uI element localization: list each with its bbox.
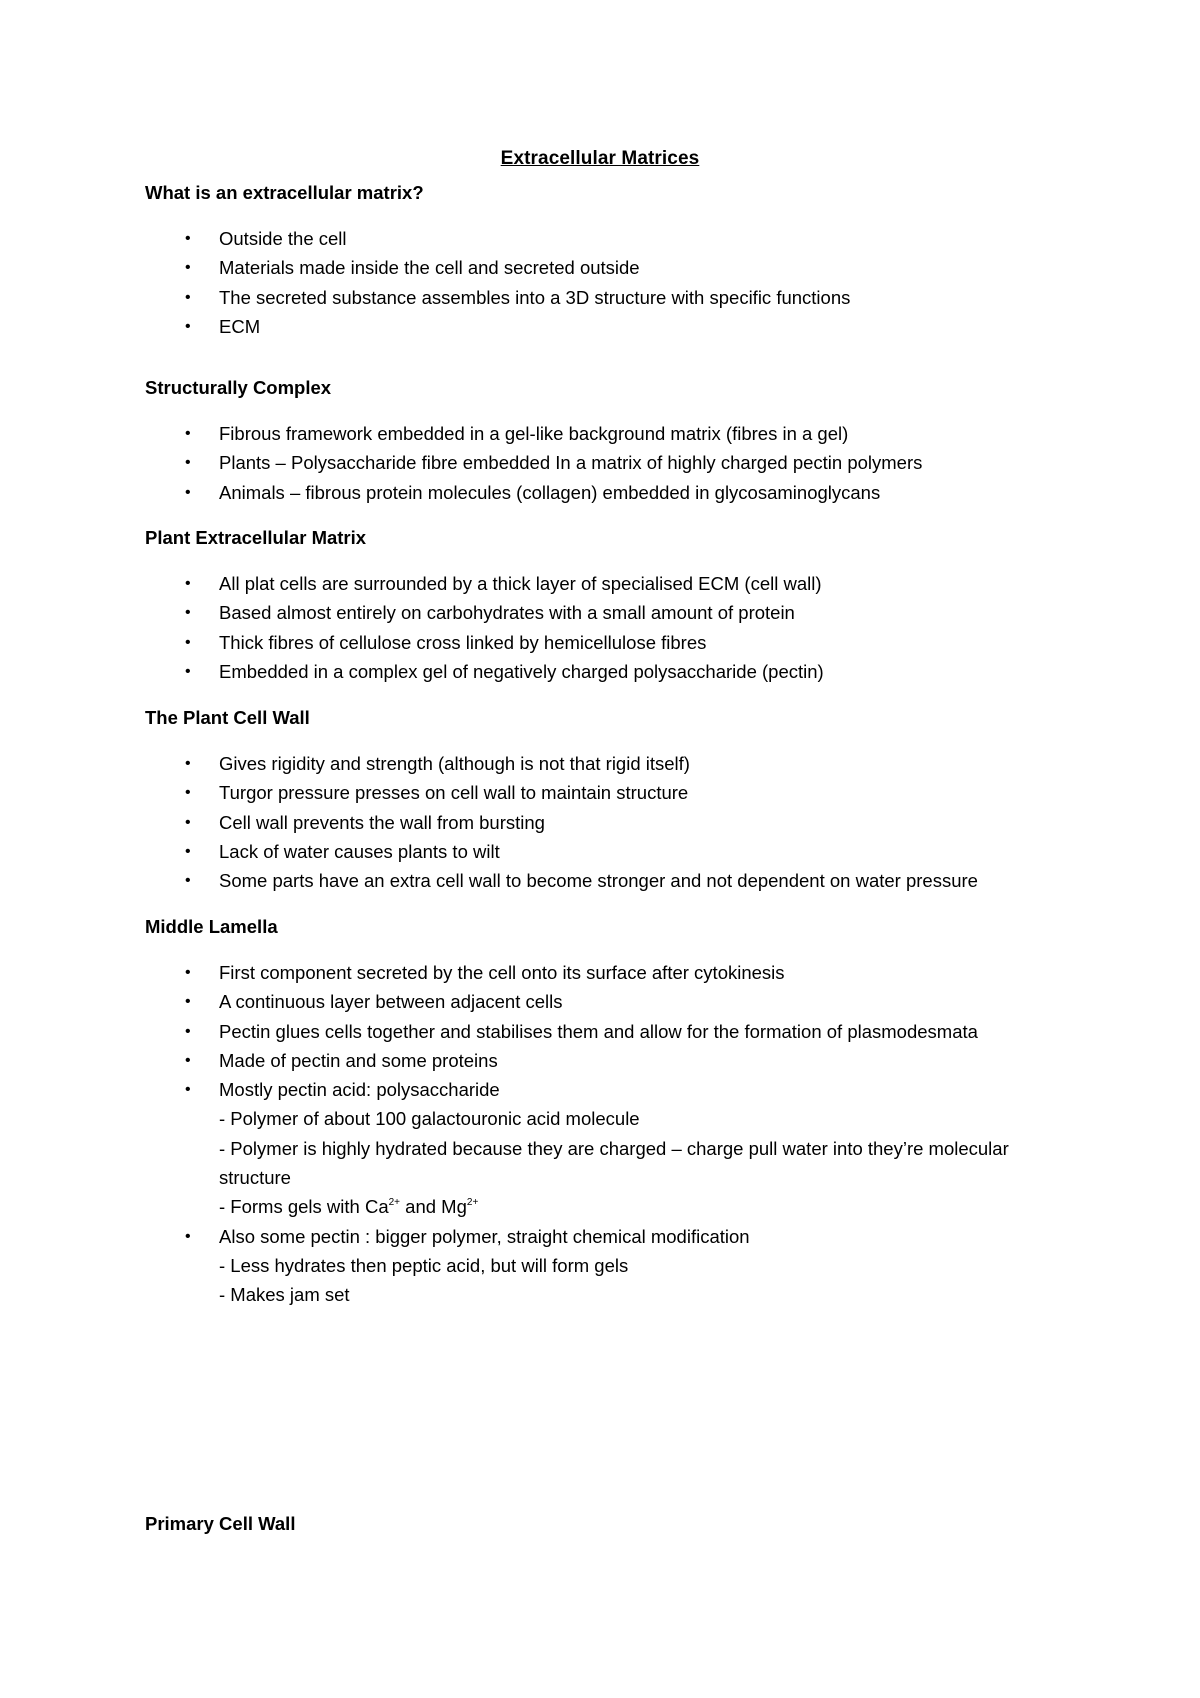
list-item [145,312,1085,341]
section-heading: Plant Extracellular Matrix [145,527,367,548]
bullet-list [145,749,1085,895]
list-item-text: The secreted substance assembles into a 3D structure with specific functions [219,286,851,308]
list-item-text: All plat cells are surrounded by a thick layer of specialised ECM (cell wall) [219,573,822,594]
bullet-icon: • [185,755,191,772]
list-item-text: Based almost entirely on carbohydrates with a small amount of protein [219,602,795,624]
sub-item: - Polymer is highly hydrated because they are charged – charge pull water into they’re molecular structure [219,1137,1009,1189]
section-plant-cell-wall [145,703,1085,895]
list-item-text: Some parts have an extra cell wall to become stronger and not dependent on water pressure [219,870,978,892]
bullet-icon: • [185,317,191,335]
list-item [145,448,1085,477]
list-item-text: ECM [219,315,261,337]
list-item [145,569,1085,598]
mg-charge: 2+ [466,1197,479,1209]
list-item [145,224,1085,253]
list-item [145,478,1085,507]
sub-item: - Less hydrates then peptic acid, but will form gels [219,1254,629,1276]
list-item-text: Fibrous framework embedded in a gel-like background matrix (fibres in a gel) [219,423,849,444]
sub-item-text: - Forms gels with Ca [219,1196,389,1218]
list-item-text: Thick fibres of cellulose cross linked by hemicellulose fibres [219,631,707,653]
list-item-text: Animals – fibrous protein molecules (collagen) embedded in glycosaminoglycans [219,481,881,503]
section-heading: What is an extracellular matrix? [145,182,424,203]
list-item [145,1075,1085,1221]
bullet-icon: • [185,1081,191,1099]
bullet-icon: • [185,483,191,501]
list-item-text: Pectin glues cells together and stabilises them and allow for the formation of plasmodesmata [219,1020,978,1042]
bullet-icon: • [185,454,191,472]
sub-item: - Polymer of about 100 galactouronic acid molecule [219,1108,640,1130]
bullet-icon: • [185,813,191,831]
list-item [145,958,1085,987]
list-item-text: Also some pectin : bigger polymer, straight chemical modification [219,1225,750,1247]
section-heading: The Plant Cell Wall [145,707,310,728]
bullet-icon: • [185,964,191,981]
list-item-text: Turgor pressure presses on cell wall to maintain structure [219,782,689,804]
sub-item: - Makes jam set [219,1284,350,1306]
section-heading: Primary Cell Wall [145,1513,296,1534]
list-item [145,253,1085,282]
list-item-text: Plants – Polysaccharide fibre embedded In a matrix of highly charged pectin polymers [219,452,923,474]
bullet-icon: • [185,842,191,860]
section-plant-ecm [145,523,1085,686]
list-item-text: A continuous layer between adjacent cells [219,991,563,1013]
list-item-text: Cell wall prevents the wall from bursting [219,811,545,833]
ca-charge: 2+ [388,1197,401,1209]
bullet-icon: • [185,259,191,277]
list-item-text: Gives rigidity and strength (although is not that rigid itself) [219,753,690,774]
bullet-list [145,569,1085,686]
list-item-text: Lack of water causes plants to wilt [219,840,500,862]
list-item-text: Mostly pectin acid: polysaccharide [219,1079,500,1101]
list-item [145,749,1085,778]
sub-item [219,1192,1085,1221]
list-item [145,778,1085,807]
list-item-text: Embedded in a complex gel of negatively charged polysaccharide (pectin) [219,660,824,682]
list-item [145,419,1085,448]
section-primary-cell-wall [145,1509,1085,1555]
bullet-icon: • [185,1022,191,1040]
section-heading: Structurally Complex [145,377,332,398]
list-item [145,837,1085,866]
bullet-icon: • [185,604,191,622]
section-what-is-ecm [145,178,1085,341]
list-item [145,866,1085,895]
bullet-list [145,958,1085,1310]
bullet-icon: • [185,575,191,592]
list-item [145,1222,1085,1310]
bullet-icon: • [185,993,191,1011]
list-item [145,1046,1085,1075]
bullet-icon: • [185,230,191,247]
bullet-icon: • [185,662,191,680]
list-item [145,808,1085,837]
list-item [145,628,1085,657]
list-item-text: Made of pectin and some proteins [219,1049,498,1071]
bullet-list [145,419,1085,507]
bullet-icon: • [185,633,191,651]
list-item-text: Outside the cell [219,228,347,249]
list-item [145,987,1085,1016]
bullet-icon: • [185,288,191,306]
list-item [145,598,1085,627]
bullet-icon: • [185,784,191,802]
bullet-icon: • [185,872,191,890]
sub-item-text: and Mg [400,1196,467,1218]
section-heading: Middle Lamella [145,916,278,937]
page-title: Extracellular Matrices [500,148,700,169]
list-item-text: Materials made inside the cell and secreted outside [219,257,640,279]
bullet-icon: • [185,425,191,442]
bullet-icon: • [185,1051,191,1069]
list-item [145,283,1085,312]
bullet-list [145,224,1085,341]
bullet-icon: • [185,1227,191,1245]
list-item [145,657,1085,686]
list-item [145,1017,1085,1046]
section-structurally-complex [145,373,1085,507]
section-middle-lamella [145,912,1085,1310]
list-item-text: First component secreted by the cell onto its surface after cytokinesis [219,962,785,983]
